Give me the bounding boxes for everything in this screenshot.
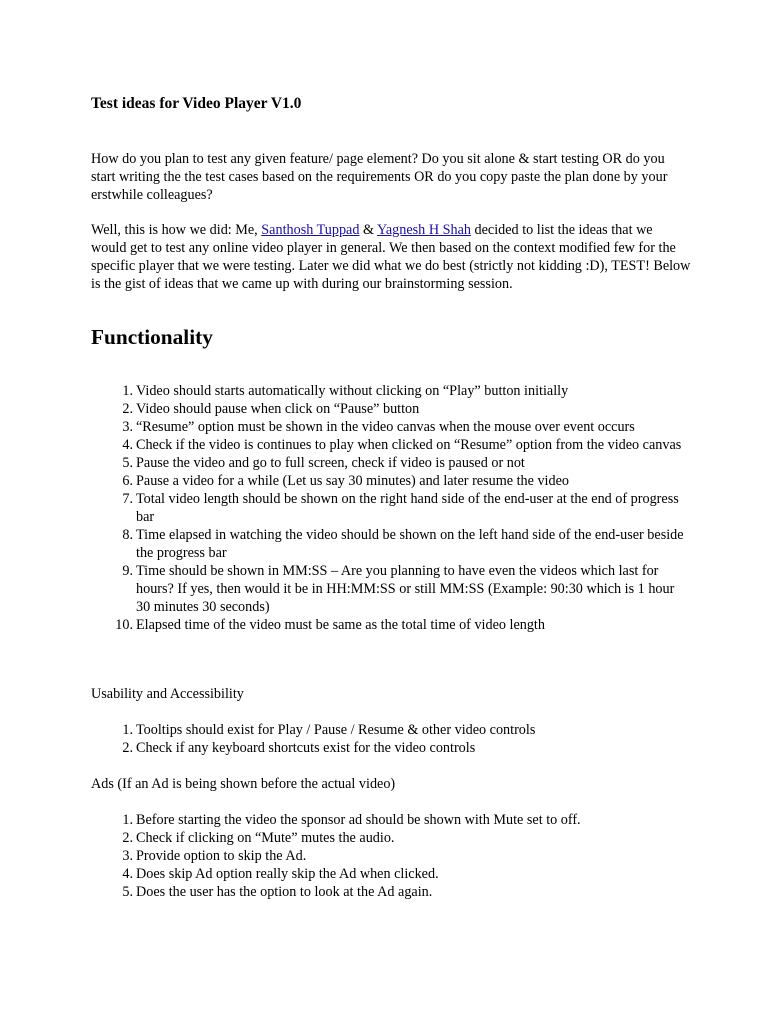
context-prefix: Well, this is how we did: Me, xyxy=(91,222,262,238)
list-item-text: Video should starts automatically without clicking on “Play” button initially xyxy=(136,383,569,399)
intro-paragraph: How do you plan to test any given feature/ page element? Do you sit alone & start testing OR do you start writing the the test cases based on the requirements OR do you copy paste the plan done by your erstwhile colleagues? xyxy=(91,151,668,203)
list-item: 2. Video should pause when click on “Pause” button xyxy=(122,401,420,417)
list-item: 3. Provide option to skip the Ad. xyxy=(122,848,307,864)
list-item-text: Provide option to skip the Ad. xyxy=(136,848,307,864)
list-item: 9. Time should be shown in MM:SS – Are you planning to have even the videos which last for hours? If yes, then would it be in HH:MM:SS or still MM:SS (Example: 90:30 which is 1 hour 30 minutes 30 seconds) xyxy=(122,563,675,615)
list-item: 2. Check if any keyboard shortcuts exist for the video controls xyxy=(122,740,476,756)
list-item: 1. Tooltips should exist for Play / Pause / Resume & other video controls xyxy=(122,722,536,738)
list-item-text: Time elapsed in watching the video should be shown on the left hand side of the end-user beside the progress bar xyxy=(136,527,684,561)
list-item-text: Pause the video and go to full screen, check if video is paused or not xyxy=(136,455,525,471)
list-item-text: Tooltips should exist for Play / Pause / Resume & other video controls xyxy=(136,722,536,738)
list-item-text: Elapsed time of the video must be same as the total time of video length xyxy=(136,617,545,633)
functionality-list xyxy=(91,382,691,634)
list-item-text: Does skip Ad option really skip the Ad when clicked. xyxy=(136,866,439,882)
usability-list xyxy=(91,721,691,757)
list-item-text: Pause a video for a while (Let us say 30 minutes) and later resume the video xyxy=(136,473,569,489)
link-santhosh-tuppad[interactable]: Santhosh Tuppad xyxy=(261,222,360,238)
list-item-text: Video should pause when click on “Pause” button xyxy=(136,401,420,417)
list-item-text: Check if any keyboard shortcuts exist for the video controls xyxy=(136,740,476,756)
list-item: 1. Video should starts automatically without clicking on “Play” button initially xyxy=(122,383,569,399)
list-item: 6. Pause a video for a while (Let us say 30 minutes) and later resume the video xyxy=(122,473,569,489)
document-title: Test ideas for Video Player V1.0 xyxy=(91,95,302,112)
context-paragraph xyxy=(91,221,691,293)
list-item-text: Does the user has the option to look at the Ad again. xyxy=(136,884,433,900)
list-item: 5. Pause the video and go to full screen, check if video is paused or not xyxy=(122,455,525,471)
list-item: 8. Time elapsed in watching the video should be shown on the left hand side of the end-user beside the progress bar xyxy=(122,527,684,561)
context-suffix: decided to list the ideas that we would get to test any online video player in general. We then based on the context modified few for the specific player that we were testing. Later we did what we do best (strictly not kidding :D), TEST! Below is the gist of ideas that we came up with during our brainstorming session. xyxy=(91,222,691,292)
list-item: 4. Does skip Ad option really skip the Ad when clicked. xyxy=(122,866,439,882)
usability-heading: Usability and Accessibility xyxy=(91,686,244,702)
list-item: 2. Check if clicking on “Mute” mutes the audio. xyxy=(122,830,395,846)
list-item: 5. Does the user has the option to look at the Ad again. xyxy=(122,884,433,900)
list-item-text: Check if the video is continues to play when clicked on “Resume” option from the video canvas xyxy=(136,437,682,453)
link-yagnesh-h-shah[interactable]: Yagnesh H Shah xyxy=(377,222,471,238)
ads-list xyxy=(91,811,691,901)
list-item-text: “Resume” option must be shown in the video canvas when the mouse over event occurs xyxy=(136,419,635,435)
list-item: 4. Check if the video is continues to play when clicked on “Resume” option from the video canvas xyxy=(122,437,682,453)
context-amp: & xyxy=(359,222,378,238)
list-item-text: Time should be shown in MM:SS – Are you planning to have even the videos which last for hours? If yes, then would it be in HH:MM:SS or still MM:SS (Example: 90:30 which is 1 hour 30 minutes 30 seconds) xyxy=(136,563,675,615)
list-item-text: Total video length should be shown on the right hand side of the end-user at the end of progress bar xyxy=(136,491,679,525)
list-item: 7. Total video length should be shown on the right hand side of the end-user at the end of progress bar xyxy=(122,491,679,525)
list-item-text: Before starting the video the sponsor ad should be shown with Mute set to off. xyxy=(136,812,581,828)
list-item: 1. Before starting the video the sponsor ad should be shown with Mute set to off. xyxy=(122,812,581,828)
functionality-heading: Functionality xyxy=(91,325,213,349)
ads-heading: Ads (If an Ad is being shown before the actual video) xyxy=(91,776,396,792)
list-item-text: Check if clicking on “Mute” mutes the audio. xyxy=(136,830,395,846)
list-item: 3. “Resume” option must be shown in the video canvas when the mouse over event occurs xyxy=(122,419,635,435)
list-item: 10. Elapsed time of the video must be same as the total time of video length xyxy=(115,617,545,633)
